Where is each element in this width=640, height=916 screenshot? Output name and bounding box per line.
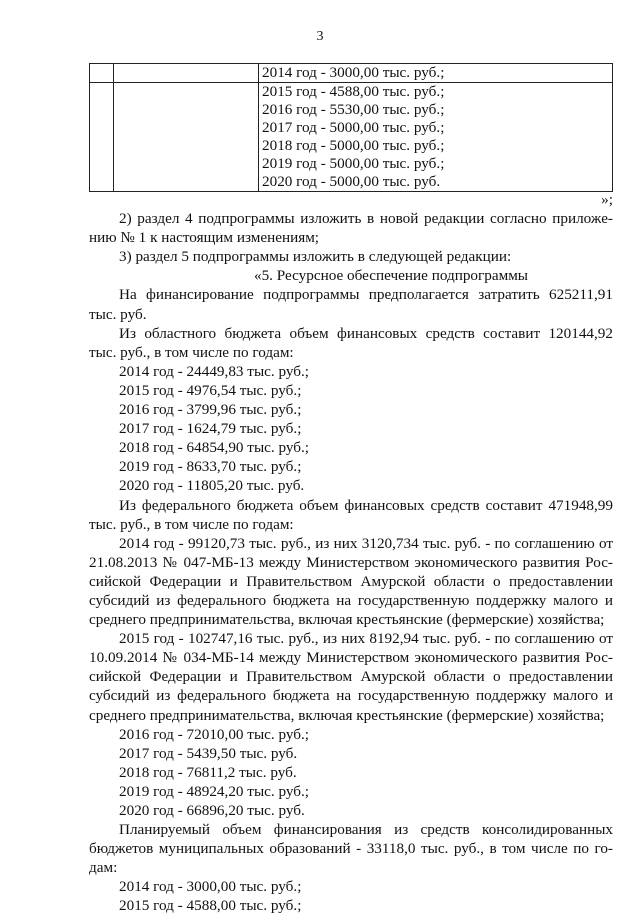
paragraph-line: субсидий из федерального бюджета на государственную поддержку малого и: [89, 591, 613, 609]
table-cell: [90, 83, 114, 192]
table-cell: [114, 83, 259, 192]
list-item: 2015 год - 4588,00 тыс. руб.;: [119, 897, 302, 915]
table-row: [90, 83, 613, 192]
paragraph-line: 2) раздел 4 подпрограммы изложить в новой редакции согласно приложе-: [119, 210, 613, 228]
table-cell: [114, 64, 259, 83]
paragraph-line: 2014 год - 99120,73 тыс. руб., из них 3120,734 тыс. руб. - по соглашению от: [119, 534, 613, 552]
paragraph-line: тыс. руб., в том числе по годам:: [89, 515, 294, 533]
paragraph-line: бюджетов муниципальных образований - 33118,0 тыс. руб., в том числе по го-: [89, 840, 613, 858]
budget-table: [89, 63, 613, 192]
list-item: 2019 год - 48924,20 тыс. руб.;: [119, 782, 310, 800]
list-item: 2017 год - 1624,79 тыс. руб.;: [119, 420, 302, 438]
closing-quote: »;: [601, 191, 613, 208]
list-item: 2015 год - 4976,54 тыс. руб.;: [119, 381, 302, 399]
paragraph-line: 10.09.2014 № 034-МБ-14 между Министерством экономического развития Рос-: [89, 649, 613, 667]
page-number: 3: [316, 29, 324, 44]
table-line: 2015 год - 4588,00 тыс. руб.;: [262, 83, 445, 100]
paragraph-line: 2015 год - 102747,16 тыс. руб., из них 8192,94 тыс. руб. - по соглашению от: [119, 630, 613, 648]
list-item: 2014 год - 3000,00 тыс. руб.;: [119, 878, 302, 896]
list-item: 2020 год - 11805,20 тыс. руб.: [119, 477, 305, 495]
section-heading: «5. Ресурсное обеспечение подпрограммы: [253, 267, 529, 285]
paragraph-line: Планируемый объем финансирования из средств консолидированных: [119, 821, 613, 839]
table-line: 2016 год - 5530,00 тыс. руб.;: [262, 101, 445, 118]
paragraph-line: тыс. руб., в том числе по годам:: [89, 343, 294, 361]
paragraph-line: сийской Федерации и Правительством Амурской области о предоставлении: [89, 572, 613, 590]
paragraph-line: Из областного бюджета объем финансовых средств составит 120144,92: [119, 324, 613, 342]
paragraph-line: дам:: [89, 859, 118, 877]
table-line: 2017 год - 5000,00 тыс. руб.;: [262, 119, 445, 136]
list-item: 2016 год - 72010,00 тыс. руб.;: [119, 725, 310, 743]
paragraph-line: среднего предпринимательства, включая крестьянские (фермерские) хозяйства;: [89, 611, 605, 629]
table-line: 2014 год - 3000,00 тыс. руб.;: [262, 64, 445, 81]
paragraph-line: 21.08.2013 № 047-МБ-13 между Министерством экономического развития Рос-: [89, 553, 613, 571]
table-line: 2018 год - 5000,00 тыс. руб.;: [262, 137, 445, 154]
paragraph-line: субсидий из федерального бюджета на государственную поддержку малого и: [89, 687, 613, 705]
table-line: 2020 год - 5000,00 тыс. руб.: [262, 173, 441, 190]
paragraph-line: Из федерального бюджета объем финансовых средств составит 471948,99: [119, 496, 613, 514]
paragraph-line: 3) раздел 5 подпрограммы изложить в следующей редакции:: [119, 248, 512, 266]
table-cell: [259, 64, 613, 83]
list-item: 2014 год - 24449,83 тыс. руб.;: [119, 362, 310, 380]
table-row: [90, 64, 613, 83]
list-item: 2018 год - 64854,90 тыс. руб.;: [119, 439, 310, 457]
paragraph-line: тыс. руб.: [89, 305, 147, 323]
table-cell: [259, 83, 613, 192]
list-item: 2017 год - 5439,50 тыс. руб.: [119, 744, 298, 762]
paragraph-line: На финансирование подпрограммы предполагается затратить 625211,91: [119, 286, 613, 304]
list-item: 2019 год - 8633,70 тыс. руб.;: [119, 458, 302, 476]
paragraph-line: среднего предпринимательства, включая крестьянские (фермерские) хозяйства;: [89, 706, 605, 724]
paragraph-line: сийской Федерации и Правительством Амурской области о предоставлении: [89, 668, 613, 686]
table-line: 2019 год - 5000,00 тыс. руб.;: [262, 155, 445, 172]
list-item: 2018 год - 76811,2 тыс. руб.: [119, 763, 297, 781]
paragraph-line: нию № 1 к настоящим изменениям;: [89, 229, 320, 247]
list-item: 2016 год - 3799,96 тыс. руб.;: [119, 401, 302, 419]
table-cell: [90, 64, 114, 83]
document-body: [89, 190, 613, 916]
list-item: 2020 год - 66896,20 тыс. руб.: [119, 802, 305, 819]
